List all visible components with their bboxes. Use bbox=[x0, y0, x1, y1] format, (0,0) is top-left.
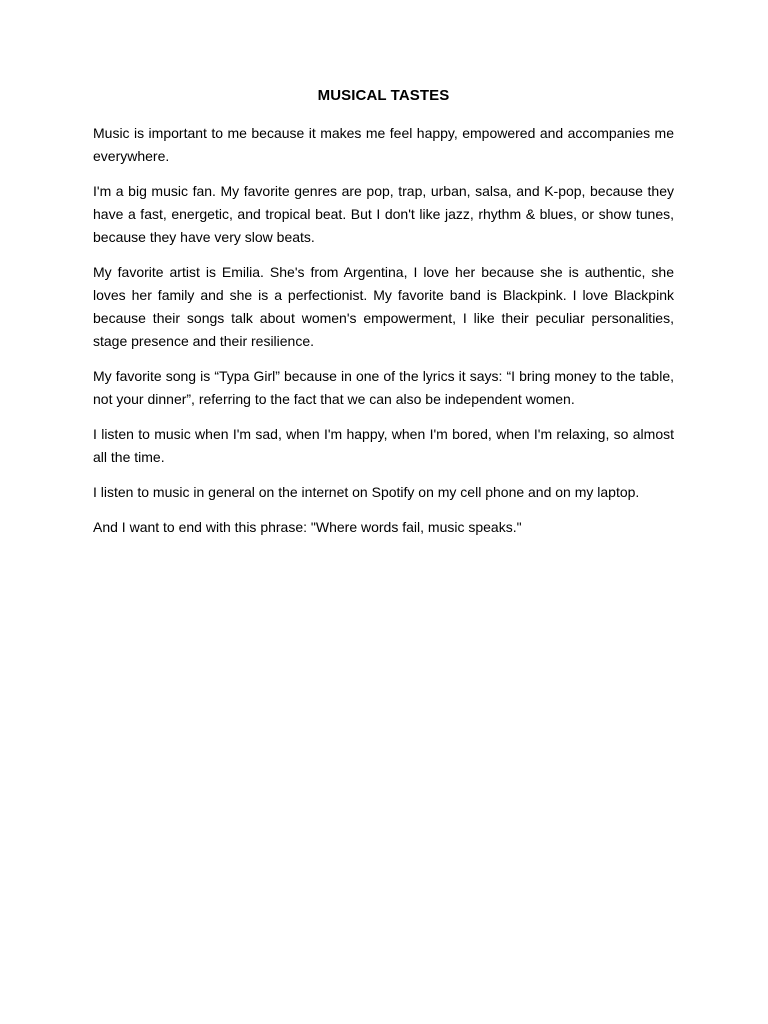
paragraph-genres: I'm a big music fan. My favorite genres are pop, trap, urban, salsa, and K-pop, because they have a fast, energetic, and tropical beat. But I don't like jazz, rhythm & blues, or show tunes, because they have very slow beats. bbox=[93, 183, 674, 245]
paragraph-intro: Music is important to me because it makes me feel happy, empowered and accompanies me everywhere. bbox=[93, 125, 674, 164]
paragraph-when: I listen to music when I'm sad, when I'm happy, when I'm bored, when I'm relaxing, so almost all the time. bbox=[93, 426, 674, 465]
paragraph-song: My favorite song is “Typa Girl” because in one of the lyrics it says: “I bring money to the table, not your dinner”, referring to the fact that we can also be independent women. bbox=[93, 368, 674, 407]
paragraph-artist: My favorite artist is Emilia. She's from Argentina, I love her because she is authentic, she loves her family and she is a perfectionist. My favorite band is Blackpink. I love Blackpink because their songs talk about women's empowerment, I like their peculiar personalities, stage presence and their resilience. bbox=[93, 264, 674, 349]
paragraph-where: I listen to music in general on the internet on Spotify on my cell phone and on my laptop. bbox=[93, 484, 640, 500]
paragraph-closing: And I want to end with this phrase: "Where words fail, music speaks." bbox=[93, 519, 522, 535]
document-title: MUSICAL TASTES bbox=[317, 87, 450, 104]
